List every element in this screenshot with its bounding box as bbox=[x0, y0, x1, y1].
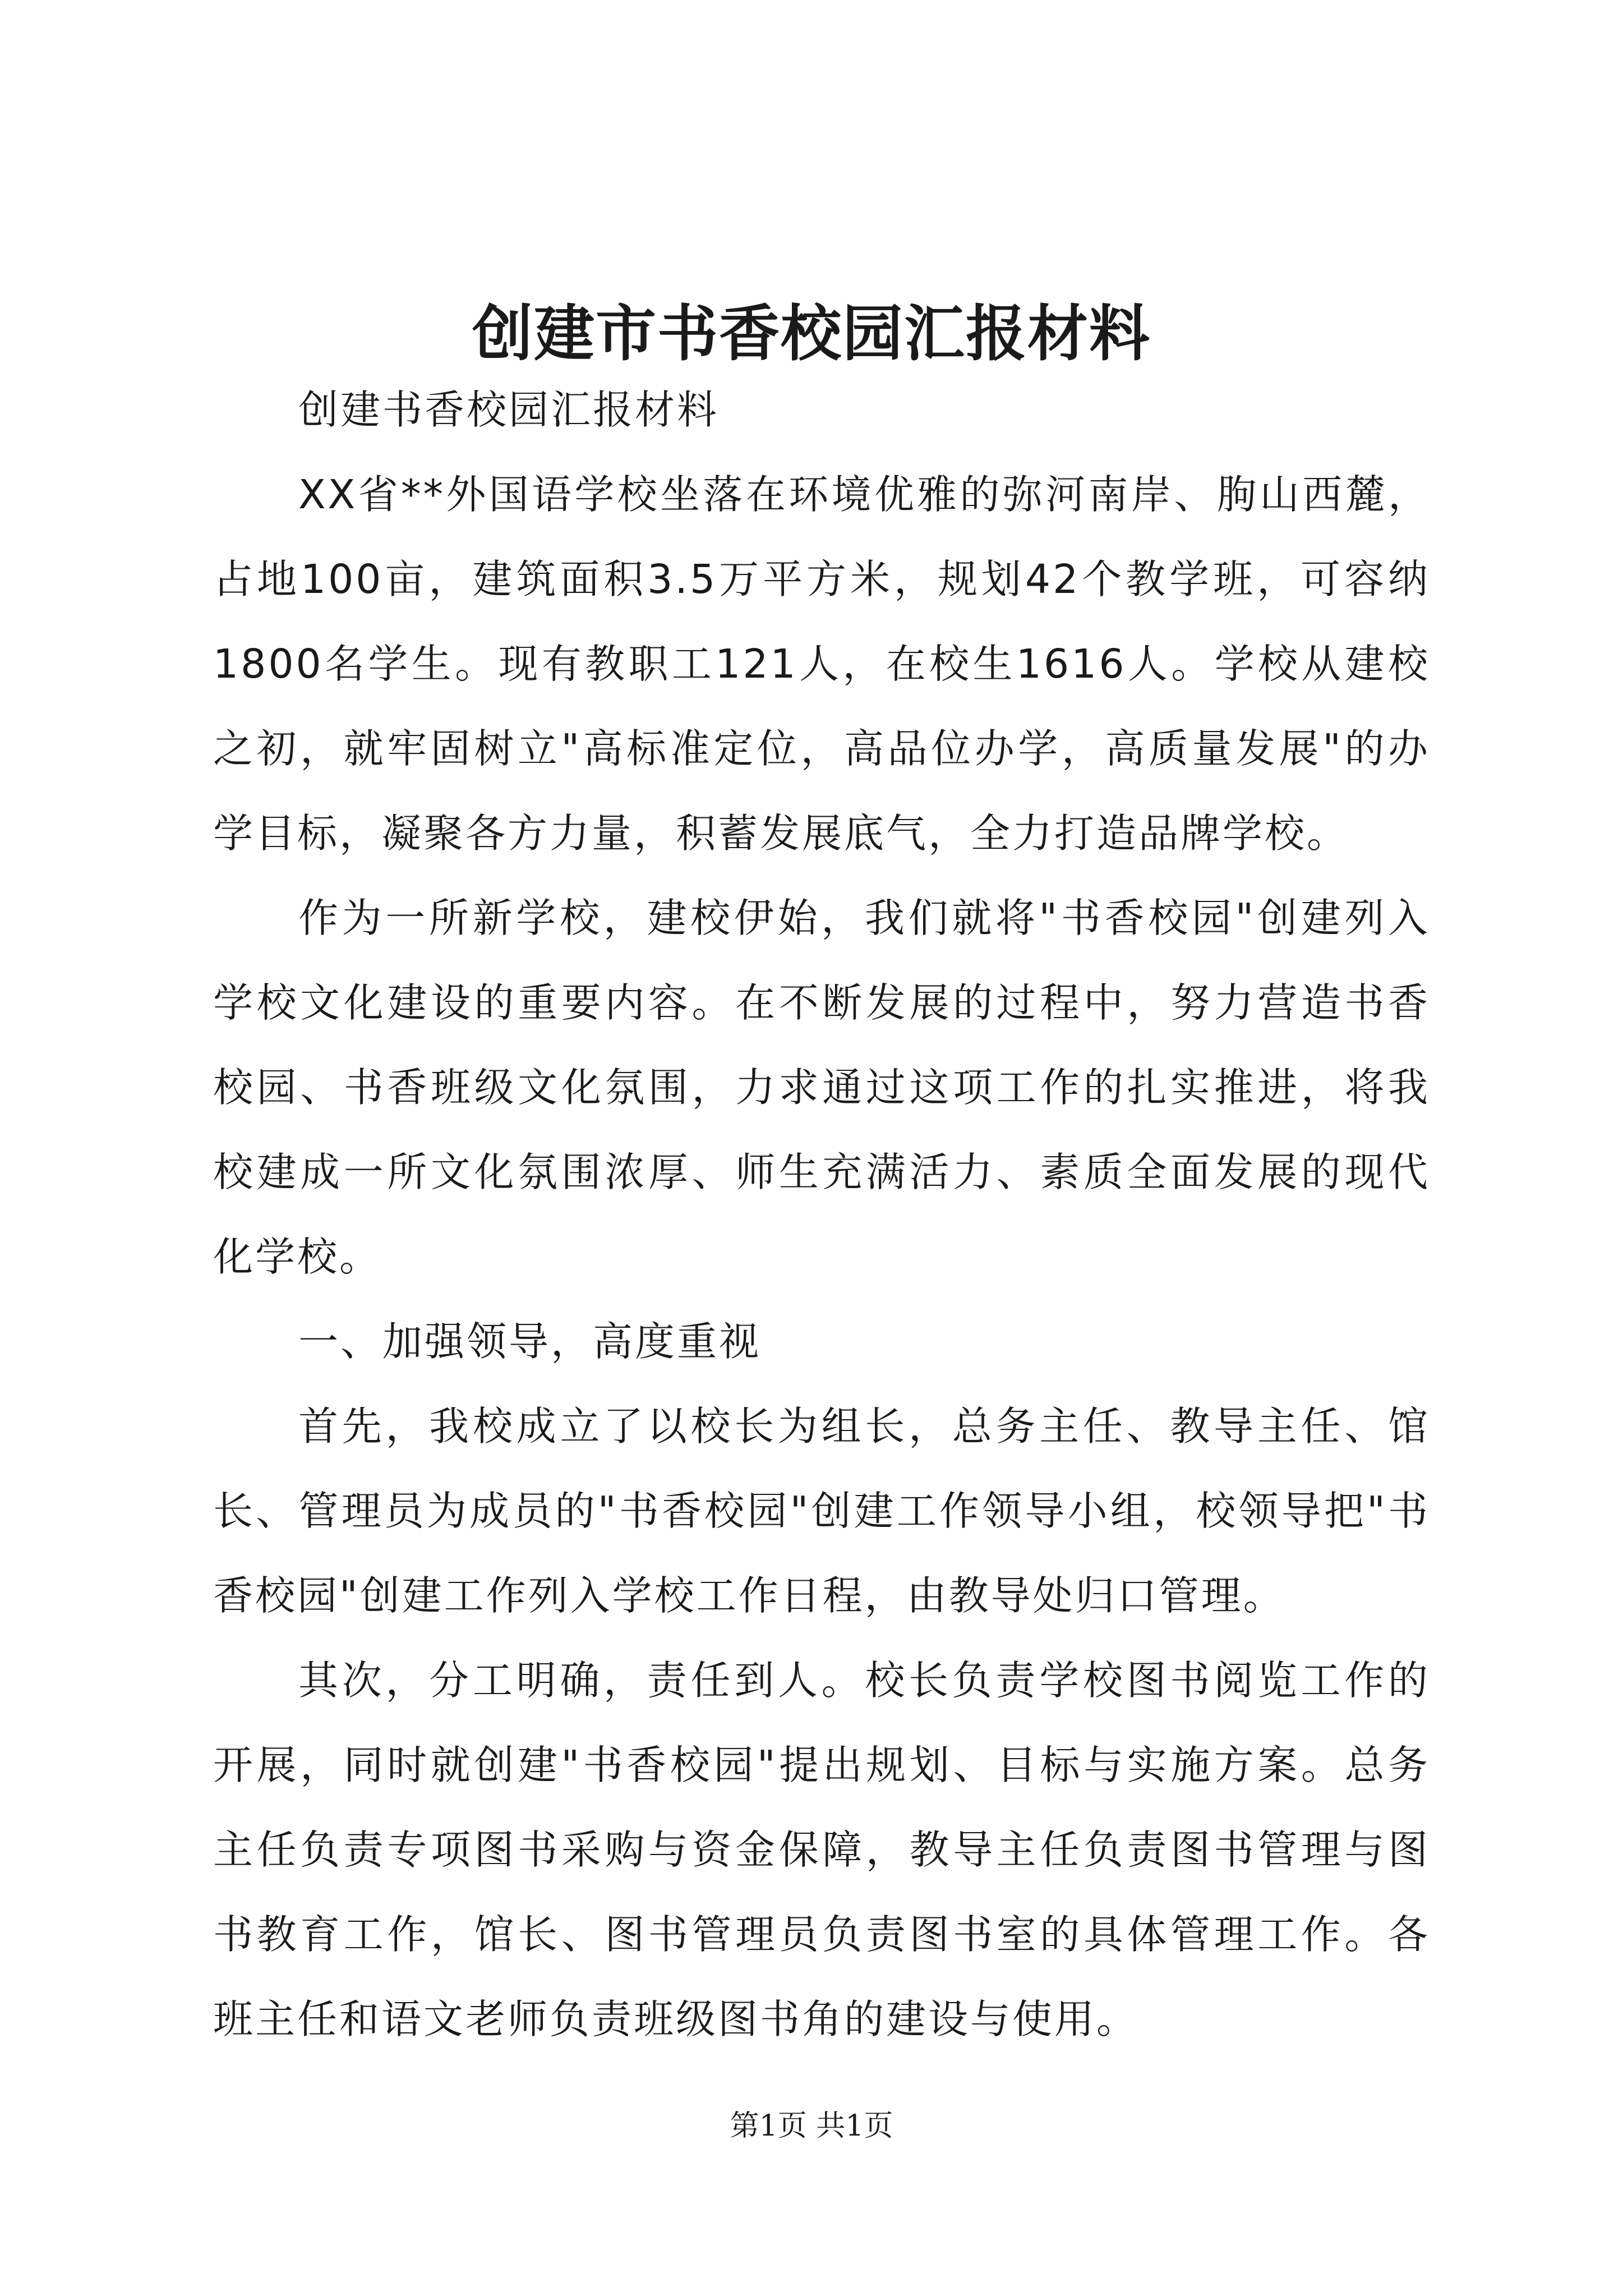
page-footer: 第1页 共1页 bbox=[730, 2109, 893, 2143]
document-title: 创建市书香校园汇报材料 bbox=[472, 298, 1151, 369]
culture-paragraph: 作为一所新学校，建校伊始，我们就将"书香校园"创建列入学校文化建设的重要内容。在不断发展的过程中，努力营造书香校园、书香班级文化氛围，力求通过这项工作的扎实推进，将我校建成一所文化氛围浓厚、师生充满活力、素质全面发展的现代化学校。 bbox=[213, 895, 1430, 1280]
leadership-paragraph: 首先，我校成立了以校长为组长，总务主任、教导主任、馆长、管理员为成员的"书香校园"创建工作领导小组，校领导把"书香校园"创建工作列入学校工作日程，由教导处归口管理。 bbox=[213, 1403, 1430, 1619]
subtitle-paragraph: 创建书香校园汇报材料 bbox=[298, 386, 720, 433]
school-intro-paragraph: XX省**外国语学校坐落在环境优雅的弥河南岸、朐山西麓，占地100亩，建筑面积3.5万平方米，规划42个教学班，可容纳1800名学生。现有教职工121人，在校生1616人。学校从建校之初，就牢固树立"高标准定位，高品位办学，高质量发展"的办学目标，凝聚各方力量，积蓄发展底气，全力打造品牌学校。 bbox=[213, 471, 1430, 857]
section-heading: 一、加强领导，高度重视 bbox=[298, 1318, 762, 1365]
responsibility-paragraph: 其次，分工明确，责任到人。校长负责学校图书阅览工作的开展，同时就创建"书香校园"提出规划、目标与实施方案。总务主任负责专项图书采购与资金保障，教导主任负责图书管理与图书教育工作，馆长、图书管理员负责图书室的具体管理工作。各班主任和语文老师负责班级图书角的建设与使用。 bbox=[213, 1657, 1430, 2042]
document-body bbox=[213, 367, 1430, 2062]
